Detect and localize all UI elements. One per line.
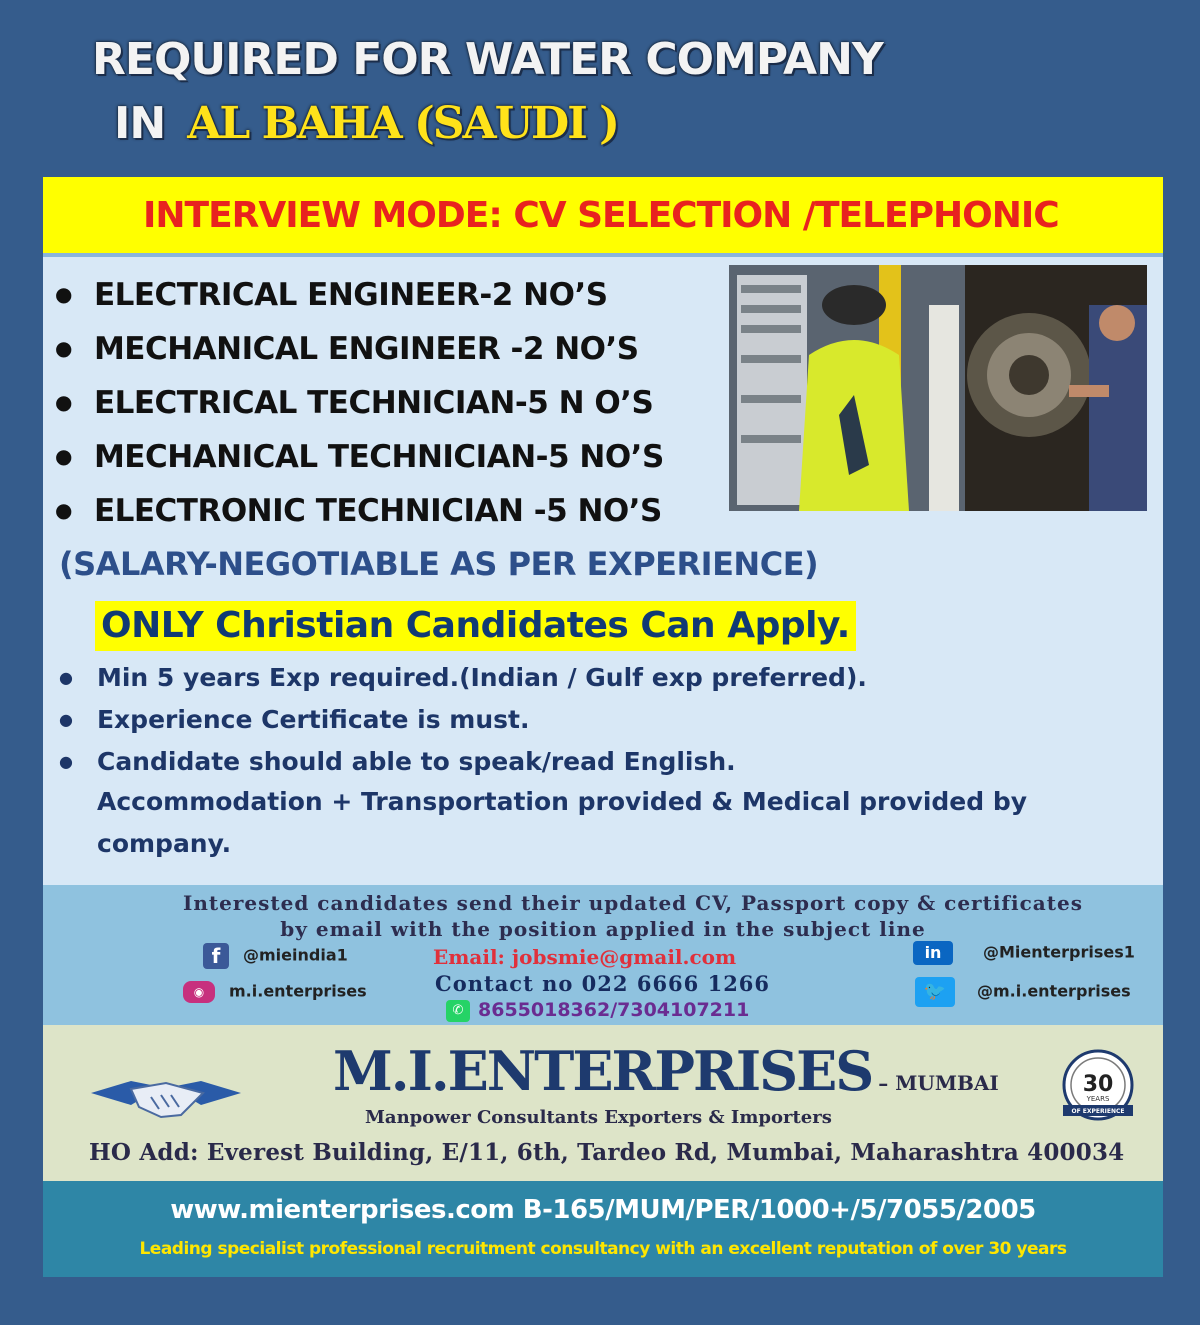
interview-mode-banner (43, 177, 1163, 257)
requirement-item: ● Experience Certificate is must. (59, 699, 867, 741)
linkedin-handle[interactable] (913, 941, 1135, 965)
position-item: ● MECHANICAL TECHNICIAN-5 NO’S (55, 435, 664, 489)
position-item: ● ELECTRICAL ENGINEER-2 NO’S (55, 273, 664, 327)
facebook-label: @mieindia1 (243, 945, 348, 965)
company-name (333, 1039, 999, 1103)
workers-photo (729, 265, 1147, 511)
linkedin-label: @Mienterprises1 (983, 942, 1135, 962)
interview-mode-text: INTERVIEW MODE: CV SELECTION /TELEPHONIC (143, 195, 1059, 236)
company-section (43, 1025, 1163, 1181)
company-city: – MUMBAI (878, 1071, 999, 1095)
benefits-note: Accommodation + Transportation provided & Medical provided by company. (97, 787, 1028, 858)
phone-number[interactable]: Contact no 022 6666 1266 (435, 971, 771, 996)
instruction-line2: by email with the position applied in the subject line (280, 917, 926, 941)
requirement-item: ● Min 5 years Exp required.(Indian / Gulf exp preferred). (59, 657, 867, 699)
position-item: ● MECHANICAL ENGINEER -2 NO’S (55, 327, 664, 381)
whatsapp-number: 8655018362/7304107211 (478, 999, 750, 1021)
whatsapp-contact[interactable] (446, 999, 749, 1022)
headline-prefix: IN (114, 98, 166, 149)
twitter-label: @m.i.enterprises (977, 981, 1131, 1001)
headline-line2 (114, 98, 618, 149)
footer-tagline: Leading specialist professional recruitment consultancy with an excellent reputation of over 30 years (139, 1239, 1067, 1259)
company-name-text: M.I.ENTERPRISES (333, 1039, 873, 1103)
handshake-icon (91, 1071, 241, 1125)
instagram-icon: ◉ (183, 981, 215, 1003)
eligibility-banner: ONLY Christian Candidates Can Apply. (95, 601, 856, 651)
contact-section (43, 885, 1163, 1025)
badge-icon (1055, 1047, 1141, 1125)
twitter-handle[interactable] (915, 977, 1131, 1007)
position-item: ● ELECTRONIC TECHNICIAN -5 NO’S (55, 489, 664, 543)
badge-number: 30 (1082, 1072, 1114, 1097)
headline-line1: REQUIRED FOR WATER COMPANY (92, 34, 883, 85)
linkedin-icon: in (913, 941, 953, 965)
facebook-handle[interactable] (203, 943, 348, 969)
position-item: ● ELECTRICAL TECHNICIAN-5 N O’S (55, 381, 664, 435)
company-tagline: Manpower Consultants Exporters & Importers (365, 1107, 832, 1128)
twitter-icon: 🐦 (915, 977, 955, 1007)
facebook-icon: f (203, 943, 229, 969)
badge-text: YEARS (1086, 1095, 1110, 1103)
instagram-label: m.i.enterprises (229, 981, 367, 1001)
requirements-list (59, 657, 867, 783)
badge-ribbon: OF EXPERIENCE (1071, 1108, 1125, 1115)
instruction-line1: Interested candidates send their updated CV, Passport copy & certificates (183, 891, 1083, 915)
salary-note: (SALARY-NEGOTIABLE AS PER EXPERIENCE) (59, 545, 819, 583)
requirement-item: ● Candidate should able to speak/read English. (59, 741, 867, 783)
whatsapp-icon: ✆ (446, 1000, 470, 1022)
footer-bar (43, 1181, 1163, 1277)
job-card (43, 177, 1163, 1277)
positions-list (55, 273, 664, 543)
company-address: HO Add: Everest Building, E/11, 6th, Tardeo Rd, Mumbai, Maharashtra 400034 (89, 1139, 1125, 1166)
email-link[interactable]: Email: jobsmie@gmail.com (433, 945, 737, 969)
headline-location: AL BAHA (SAUDI ) (187, 98, 618, 149)
instagram-handle[interactable] (183, 981, 367, 1003)
website-license[interactable]: www.mienterprises.com B-165/MUM/PER/1000+/5/7055/2005 (170, 1195, 1036, 1225)
